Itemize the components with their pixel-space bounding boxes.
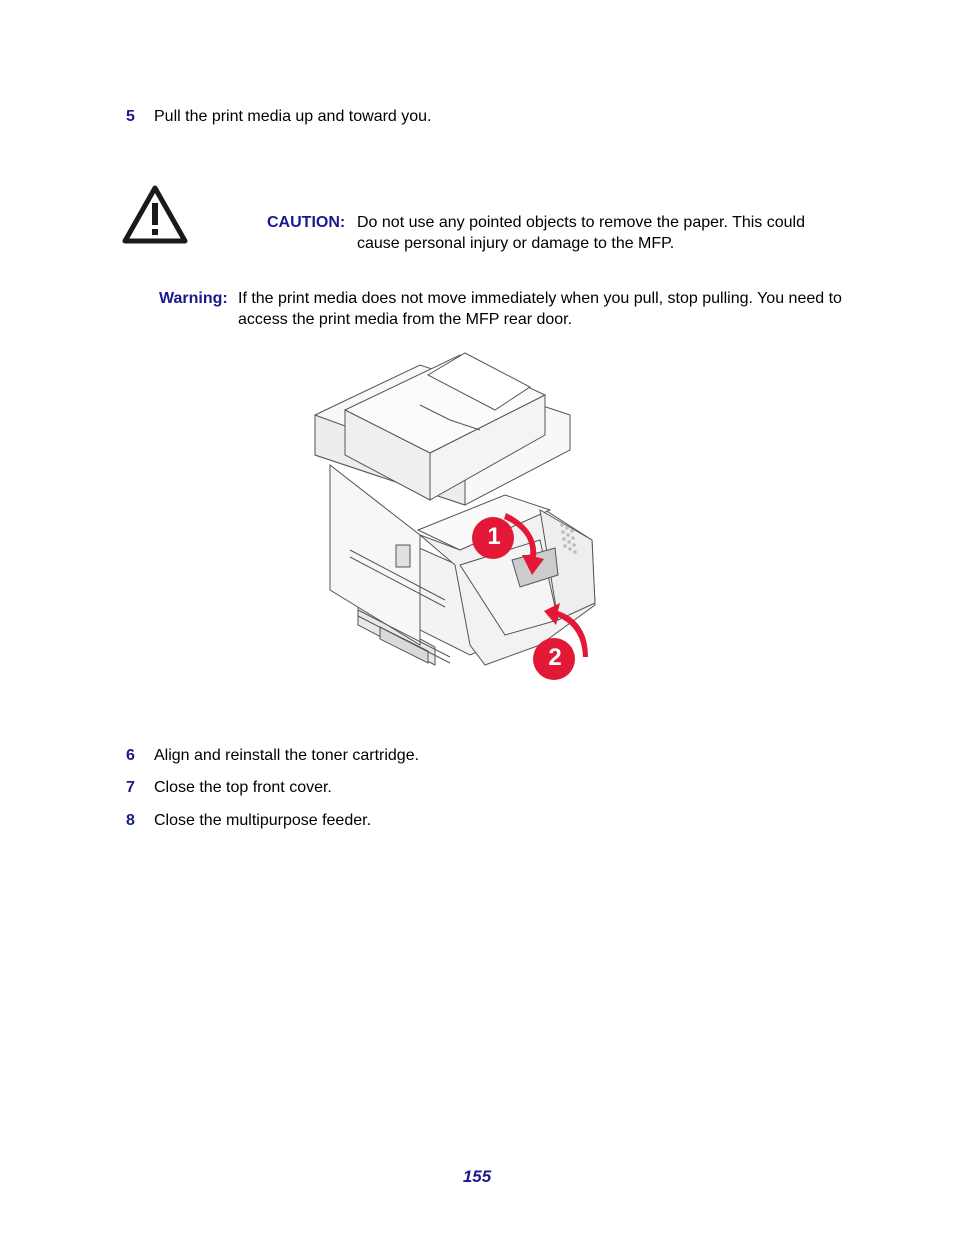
step-number: 6 (126, 747, 135, 764)
caution-label: CAUTION: (267, 214, 346, 231)
step-number: 8 (126, 812, 135, 829)
warning-text: If the print media does not move immediately when you pull, stop pulling. You need to access the print media from the MFP rear door. (238, 290, 842, 328)
step-5 (126, 107, 432, 127)
step-text: Close the multipurpose feeder. (154, 812, 372, 829)
page-number: 155 (462, 1167, 492, 1186)
caution-text: Do not use any pointed objects to remove the paper. This could cause personal injury or damage to the MFP. (357, 214, 805, 252)
step-text: Pull the print media up and toward you. (154, 108, 432, 125)
caution-triangle-icon (122, 185, 188, 245)
step-7 (126, 778, 332, 798)
callout-1-label: 1 (487, 523, 501, 550)
step-number: 5 (126, 108, 135, 125)
step-6 (126, 746, 419, 766)
callout-2-label: 2 (548, 644, 562, 671)
step-text: Align and reinstall the toner cartridge. (154, 747, 420, 764)
step-number: 7 (126, 779, 135, 796)
step-8 (126, 811, 371, 831)
warning-label: Warning: (159, 290, 228, 307)
step-text: Close the top front cover. (154, 779, 332, 796)
